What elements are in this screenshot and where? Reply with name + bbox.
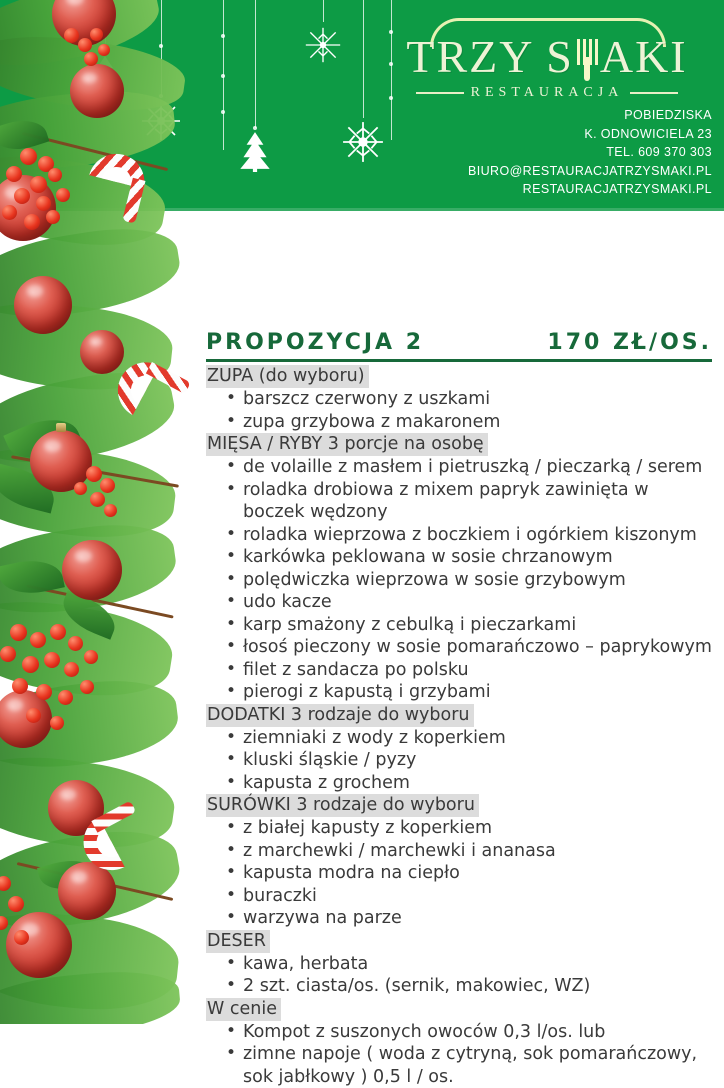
menu-section (206, 365, 712, 433)
pine-branch (0, 516, 181, 625)
menu-section (206, 930, 712, 998)
pine-branch (0, 820, 186, 942)
christmas-tree-icon (88, 54, 122, 94)
menu-content (206, 330, 712, 1088)
menu-item: • kawa, herbata (224, 953, 712, 976)
pine-branch (0, 437, 179, 547)
section-item-list (206, 1021, 712, 1088)
menu-item: • ziemniaki z wody z koperkiem (224, 727, 712, 750)
fork-icon (574, 35, 600, 81)
menu-section (206, 998, 712, 1088)
menu-item: • z marchewki / marchewki i ananasa (224, 840, 712, 863)
title-divider (206, 359, 712, 362)
menu-item: • roladka drobiowa z mixem papryk zawinięta w boczek wędzony (224, 479, 712, 524)
holly-leaf (3, 407, 82, 470)
contact-phone[interactable]: TEL. 609 370 303 (468, 143, 712, 162)
menu-item: • karkówka peklowana w sosie chrzanowym (224, 546, 712, 569)
logo-subtitle-row (382, 85, 712, 101)
menu-item: • Kompot z suszonych owoców 0,3 l/os. lub (224, 1021, 712, 1044)
pine-branch (0, 588, 177, 708)
pine-branch (0, 673, 182, 778)
red-bauble (62, 540, 122, 600)
contact-website[interactable]: RESTAURACJATRZYSMAKI.PL (468, 180, 712, 199)
pine-branch (0, 904, 182, 1019)
menu-item: • 2 szt. ciasta/os. (sernik, makowiec, WZ) (224, 975, 712, 998)
menu-item: • z białej kapusty z koperkiem (224, 817, 712, 840)
section-item-list (206, 817, 712, 930)
menu-item: • kapusta z grochem (224, 772, 712, 795)
menu-item: • filet z sandacza po polsku (224, 659, 712, 682)
red-bauble (0, 690, 52, 748)
snowflake-icon (341, 120, 385, 164)
logo-name-part-1: TRZY S (406, 31, 573, 82)
pine-branch (0, 745, 179, 859)
pine-branch (0, 966, 182, 1024)
christmas-tree-icon (237, 130, 273, 172)
menu-title-row (206, 330, 712, 359)
snowflake-icon (140, 100, 182, 142)
menu-item: • zimne napoje ( woda z cytryną, sok pomarańczowy, sok jabłkowy ) 0,5 l / os. (224, 1043, 712, 1088)
menu-item: • warzywa na parze (224, 907, 712, 930)
red-bauble (14, 276, 72, 334)
section-header: W cenie (206, 998, 281, 1021)
menu-item: • kapusta modra na ciepło (224, 862, 712, 885)
red-bauble (30, 430, 92, 492)
contact-street: K. ODNOWICIELA 23 (468, 125, 712, 144)
section-header: DESER (206, 930, 270, 953)
menu-section (206, 794, 712, 930)
logo-name-part-2: AKI (600, 31, 688, 82)
section-header: SURÓWKI 3 rodzaje do wyboru (206, 794, 479, 817)
menu-item: • pierogi z kapustą i grzybami (224, 681, 712, 704)
section-item-list (206, 727, 712, 795)
pine-branch (0, 361, 181, 477)
pine-branch (0, 219, 185, 330)
section-header: MIĘSA / RYBY 3 porcje na osobę (206, 433, 488, 456)
red-bauble (6, 912, 72, 978)
logo-subtitle: RESTAURACJA (471, 85, 624, 101)
snowflake-icon (304, 26, 342, 64)
menu-item: • de volaille z masłem i pietruszką / pieczarką / serem (224, 456, 712, 479)
holly-leaf (37, 853, 99, 897)
header-band (0, 0, 724, 211)
contact-email[interactable]: BIURO@RESTAURACJATRZYSMAKI.PL (468, 162, 712, 181)
menu-item: • kluski śląskie / pyzy (224, 749, 712, 772)
menu-item: • zupa grzybowa z makaronem (224, 411, 712, 434)
logo-rule-left (416, 92, 464, 94)
logo-wordmark (382, 30, 712, 83)
hanging-ornaments-group (95, 0, 425, 211)
menu-item: • buraczki (224, 885, 712, 908)
pine-branch (0, 294, 176, 399)
contact-block (468, 106, 712, 199)
menu-section (206, 704, 712, 795)
menu-item: • udo kacze (224, 591, 712, 614)
contact-city: POBIEDZISKA (468, 106, 712, 125)
red-bauble (48, 780, 104, 836)
restaurant-logo (382, 18, 712, 101)
menu-price: 170 ZŁ/OS. (547, 330, 712, 355)
page-title: PROPOZYCJA 2 (206, 330, 424, 355)
holly-leaf (0, 554, 65, 600)
logo-rule-right (630, 92, 678, 94)
band-edge (0, 208, 724, 211)
section-header: ZUPA (do wyboru) (206, 365, 369, 388)
menu-section (206, 433, 712, 704)
red-bauble (80, 330, 124, 374)
holly-leaf (56, 590, 121, 640)
menu-sections (206, 365, 712, 1088)
section-item-list (206, 456, 712, 704)
branch-stem (11, 455, 179, 487)
menu-item: • barszcz czerwony z uszkami (224, 388, 712, 411)
menu-item: • roladka wieprzowa z boczkiem i ogórkiem kiszonym (224, 524, 712, 547)
red-bauble (58, 862, 116, 920)
holly-leaf (0, 463, 59, 514)
section-item-list (206, 953, 712, 998)
menu-item: • łosoś pieczony w sosie pomarańczowo – paprykowym (224, 636, 712, 659)
menu-item: • polędwiczka wieprzowa w sosie grzybowym (224, 569, 712, 592)
branch-stem (26, 584, 173, 618)
branch-stem (17, 862, 174, 901)
section-header: DODATKI 3 rodzaje do wyboru (206, 704, 474, 727)
menu-item: • karp smażony z cebulką i pieczarkami (224, 614, 712, 637)
section-item-list (206, 388, 712, 433)
